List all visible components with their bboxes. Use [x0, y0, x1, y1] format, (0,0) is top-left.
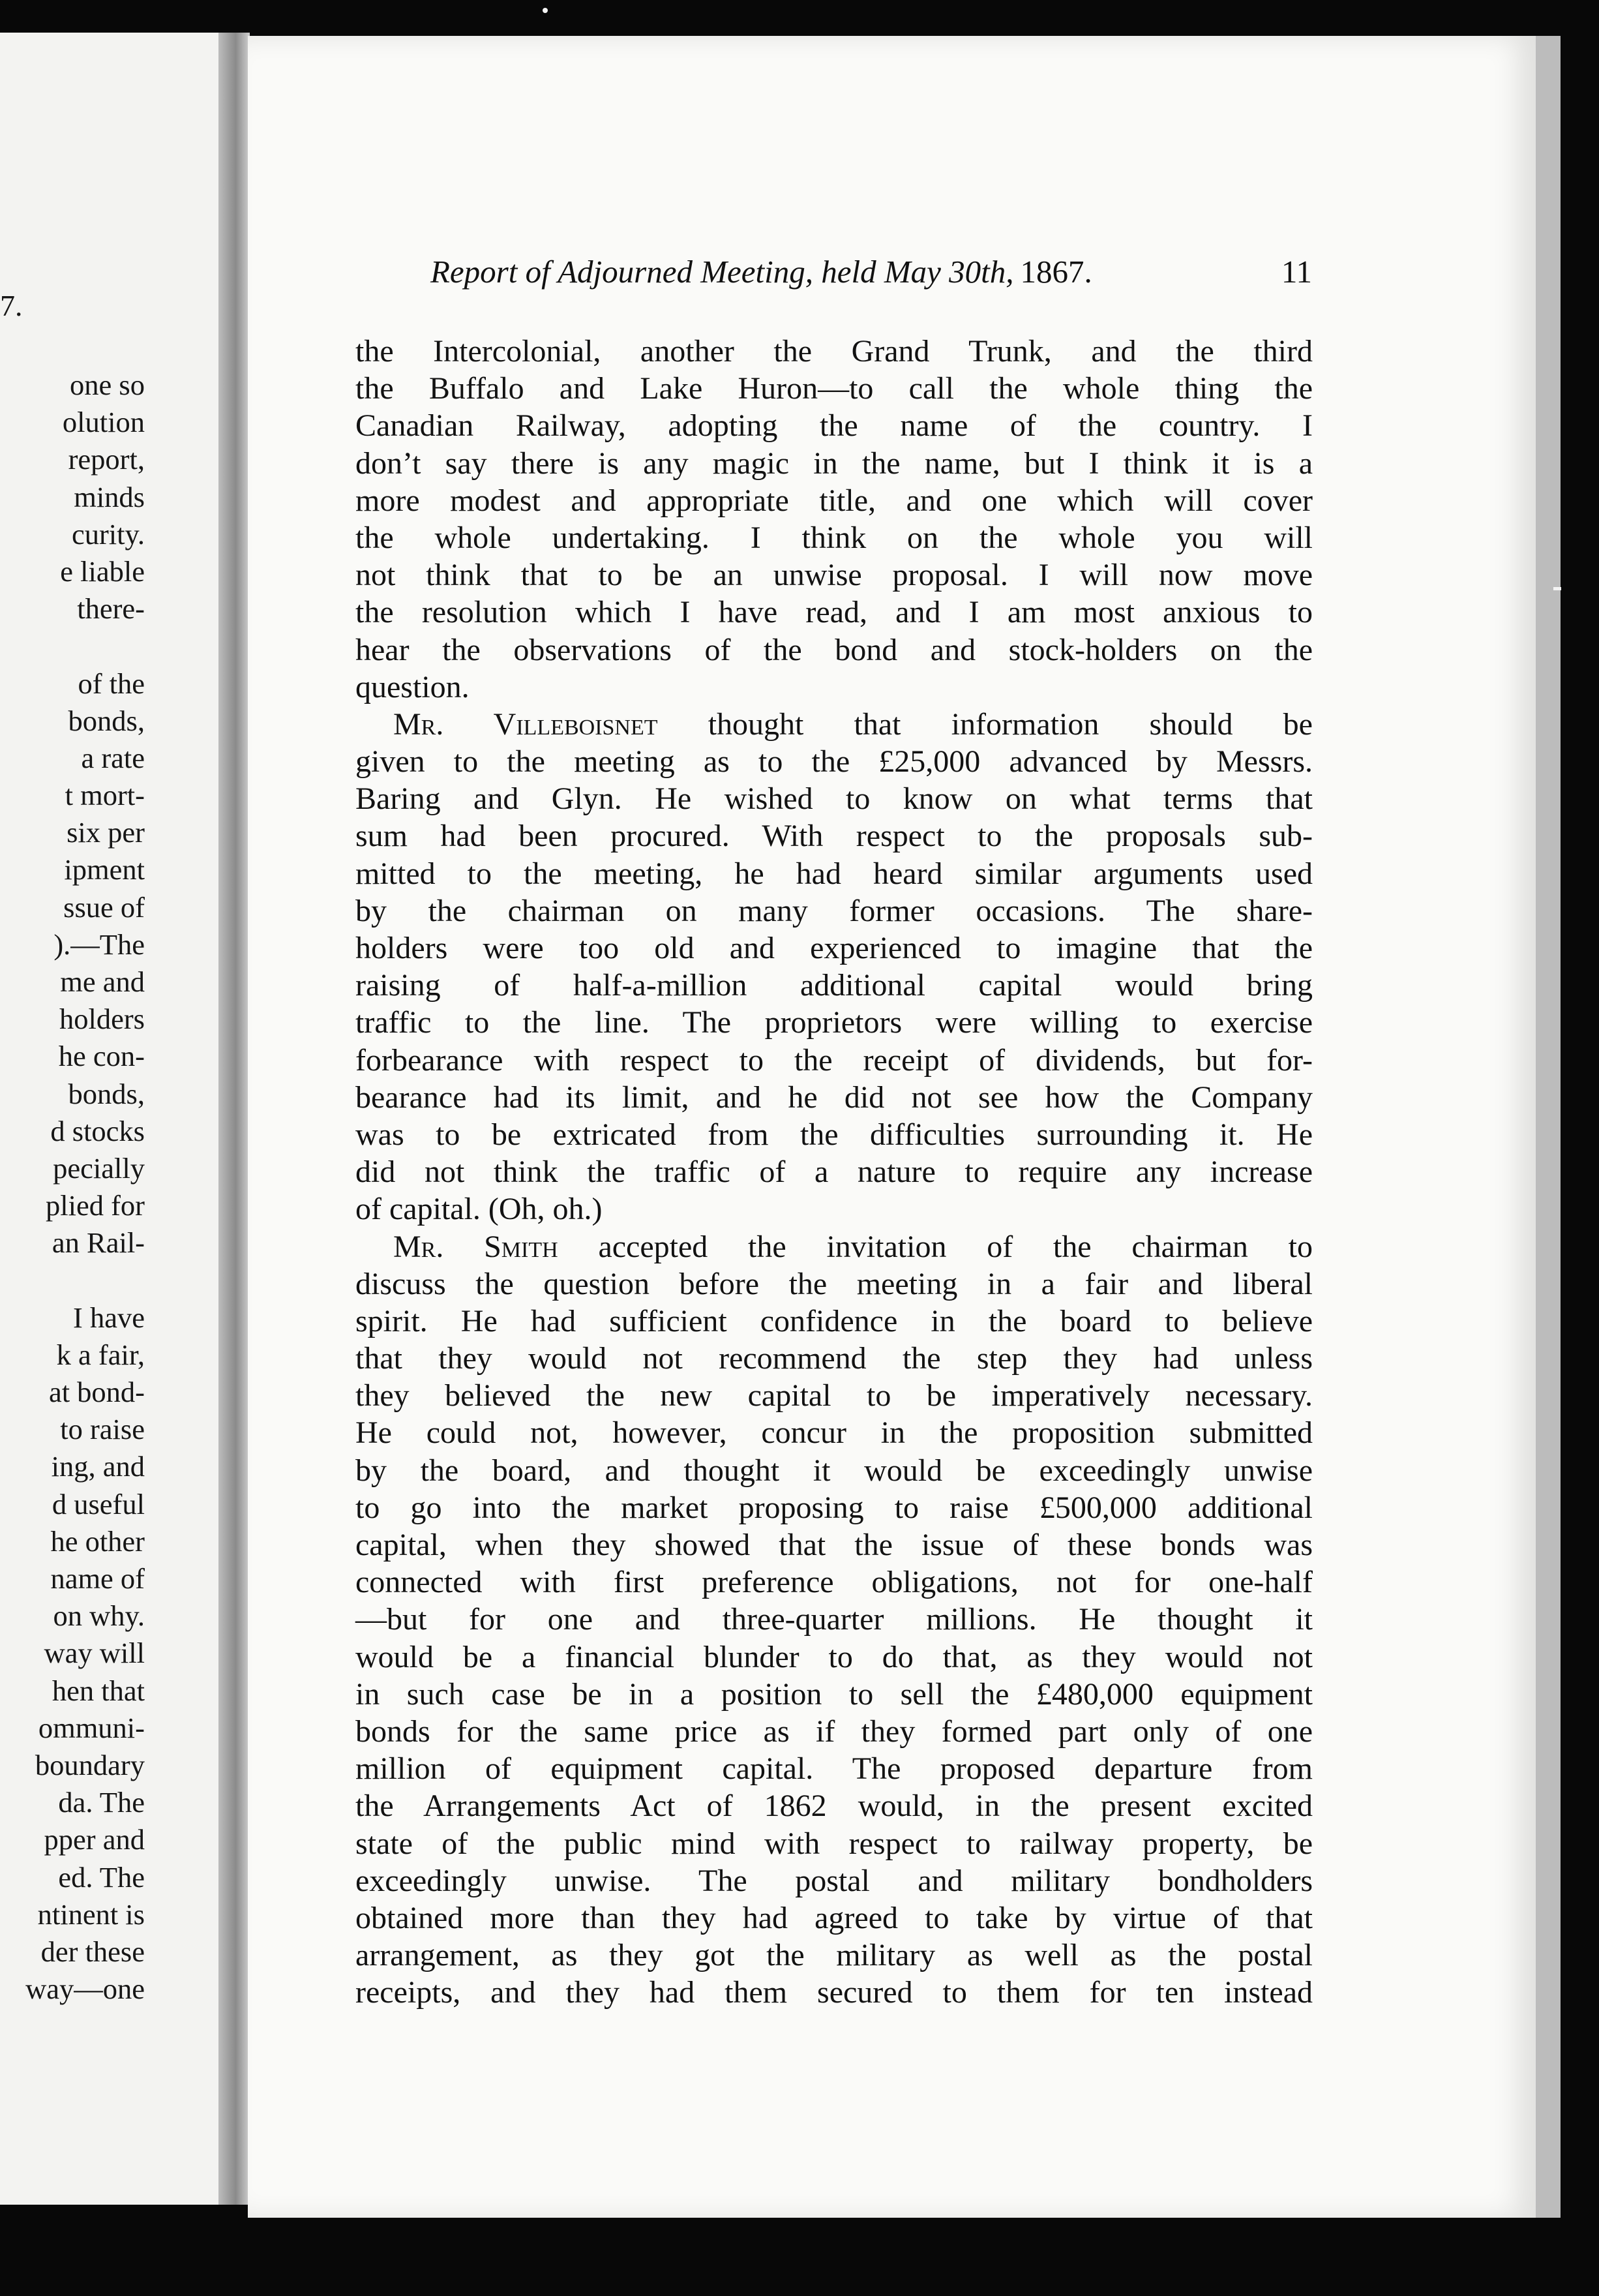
book-gutter — [218, 33, 250, 2205]
text-line: the Buffalo and Lake Huron—to call the whole thing the — [355, 371, 1313, 406]
left-page-line: ntinent is — [37, 1897, 145, 1931]
speaker-name: Mr. Villeboisnet — [393, 706, 658, 742]
running-title: Report of Adjourned Meeting, held May 30th, — [430, 254, 1014, 290]
text-run: accepted the invitation of the chairman to — [558, 1229, 1313, 1264]
text-line: arrangement, as they got the military as well as the postal — [355, 1938, 1313, 1973]
text-line: of capital. (Oh, oh.) — [355, 1192, 603, 1227]
text-line: capital, when they showed that the issue of these bonds was — [355, 1528, 1313, 1562]
text-line: they believed the new capital to be imperatively necessary. — [355, 1378, 1313, 1413]
left-page-line: ipment — [64, 853, 145, 886]
text-line: the Arrangements Act of 1862 would, in the present excited — [355, 1789, 1313, 1824]
text-line: He could not, however, concur in the proposition submitted — [355, 1415, 1313, 1451]
page-number: 11 — [1281, 254, 1312, 290]
left-page-line: der these — [40, 1935, 145, 1968]
text-line: sum had been procured. With respect to the proposals sub- — [355, 819, 1313, 854]
left-page-line — [0, 1262, 145, 1299]
left-page-line: plied for — [46, 1189, 145, 1222]
left-page-line: one so — [70, 369, 145, 401]
left-page-line: name of — [50, 1562, 145, 1595]
text-line: that they would not recommend the step they had unless — [355, 1341, 1313, 1376]
left-page-line: pecially — [53, 1151, 145, 1185]
text-line: Canadian Railway, adopting the name of the country. I — [355, 408, 1313, 444]
text-line: not think that to be an unwise proposal. I will now move — [355, 558, 1313, 593]
text-line: mitted to the meeting, he had heard similar arguments used — [355, 856, 1313, 891]
left-page-line: bonds, — [68, 1077, 145, 1110]
text-line: exceedingly unwise. The postal and military bondholders — [355, 1863, 1313, 1898]
scan-speck — [543, 8, 548, 13]
text-line: the Intercolonial, another the Grand Trunk, and the third — [355, 334, 1313, 369]
left-page-line: ed. The — [58, 1860, 145, 1894]
left-page-line: minds — [74, 480, 145, 513]
text-line: connected with first preference obligations, not for one-half — [355, 1565, 1313, 1600]
text-line: question. — [355, 669, 470, 704]
left-page-line: on why. — [53, 1599, 145, 1633]
paragraph-start — [355, 1228, 1313, 1265]
text-line: holders were too old and experienced to imagine that the — [355, 931, 1313, 965]
left-page-line: of the — [78, 667, 145, 700]
running-header — [430, 253, 1312, 290]
main-text — [355, 333, 1313, 2011]
left-page-line: k a fair, — [56, 1338, 145, 1371]
text-line: the whole undertaking. I think on the whole you will — [355, 520, 1313, 555]
left-page-line: I have — [73, 1301, 145, 1334]
scan-speck — [1553, 587, 1561, 590]
text-line: —but for one and three-quarter millions. He thought it — [355, 1602, 1313, 1637]
text-line: the resolution which I have read, and I am most anxious to — [355, 595, 1313, 630]
left-page-line: pper and — [44, 1823, 145, 1856]
running-year: 1867. — [1020, 254, 1092, 290]
text-line: by the board, and thought it would be exceedingly unwise — [355, 1453, 1313, 1488]
text-line: to go into the market proposing to raise £500,000 additional — [355, 1490, 1313, 1525]
left-page-line: d stocks — [50, 1114, 145, 1147]
text-line: was to be extricated from the difficulties surrounding it. He — [355, 1117, 1313, 1152]
text-line: don’t say there is any magic in the name, but I think it is a — [355, 446, 1313, 481]
left-page-line — [0, 627, 145, 665]
text-line: spirit. He had sufficient confidence in the board to believe — [355, 1303, 1313, 1338]
left-page-line: holders — [59, 1003, 145, 1036]
text-line: more modest and appropriate title, and one which will cover — [355, 483, 1313, 518]
left-page-line: six per — [67, 816, 145, 849]
left-page-line: olution — [62, 406, 145, 439]
text-line: bonds for the same price as if they formed part only of one — [355, 1714, 1313, 1749]
text-line: bearance had its limit, and he did not see how the Company — [355, 1080, 1313, 1115]
left-page-line: t mort- — [65, 779, 145, 812]
left-page-line: curity. — [71, 517, 145, 551]
text-line: state of the public mind with respect to railway property, be — [355, 1826, 1313, 1861]
text-line: given to the meeting as to the £25,000 advanced by Messrs. — [355, 744, 1313, 779]
left-page-line: bonds, — [68, 704, 145, 737]
left-page-line: a rate — [81, 741, 145, 774]
left-page-line: me and — [60, 965, 145, 998]
text-run: thought that information should be — [657, 706, 1313, 742]
paragraph-start — [355, 706, 1313, 743]
left-page-line: boundary — [35, 1748, 145, 1781]
left-page-line: hen that — [52, 1674, 145, 1707]
left-page-line: d useful — [52, 1487, 145, 1520]
text-line: obtained more than they had agreed to take by virtue of that — [355, 1900, 1313, 1935]
left-page-line: at bond- — [48, 1376, 145, 1409]
left-page-line: an Rail- — [52, 1226, 145, 1260]
text-line: discuss the question before the meeting in a fair and liberal — [355, 1266, 1313, 1301]
left-page-line: way—one — [25, 1972, 145, 2006]
text-line: traffic to the line. The proprietors were willing to exercise — [355, 1005, 1313, 1040]
left-page-line: to raise — [60, 1413, 145, 1446]
text-line: million of equipment capital. The proposed departure from — [355, 1751, 1313, 1787]
text-line: hear the observations of the bond and stock-holders on the — [355, 632, 1313, 667]
left-page-line: ssue of — [63, 890, 145, 924]
text-line: by the chairman on many former occasions. The share- — [355, 893, 1313, 928]
left-page-line: he con- — [58, 1040, 145, 1073]
text-line: receipts, and they had them secured to them for ten instead — [355, 1975, 1313, 2010]
left-page-line: report, — [68, 443, 145, 476]
text-line: raising of half-a-million additional capital would bring — [355, 968, 1313, 1003]
left-page-line: ommuni- — [38, 1711, 145, 1744]
text-line: Baring and Glyn. He wished to know on what terms that — [355, 781, 1313, 817]
left-page-line: there- — [77, 592, 145, 626]
left-page-running-head-fragment: 7. — [0, 289, 23, 322]
left-page-line: he other — [50, 1524, 145, 1558]
text-line: in such case be in a position to sell the £480,000 equipment — [355, 1676, 1313, 1712]
left-page-line: ing, and — [51, 1450, 145, 1483]
left-page-text-fragments — [0, 367, 145, 2008]
left-page-line: ).—The — [53, 928, 145, 961]
text-line: forbearance with respect to the receipt of dividends, but for- — [355, 1042, 1313, 1078]
left-page-line: e liable — [60, 554, 145, 588]
left-page-line: way will — [44, 1637, 145, 1670]
text-line: did not think the traffic of a nature to require any increase — [355, 1155, 1313, 1190]
text-line: would be a financial blunder to do that, as they would not — [355, 1639, 1313, 1674]
left-page-line: da. The — [58, 1786, 145, 1819]
left-page — [0, 33, 235, 2205]
speaker-name: Mr. Smith — [393, 1229, 558, 1264]
